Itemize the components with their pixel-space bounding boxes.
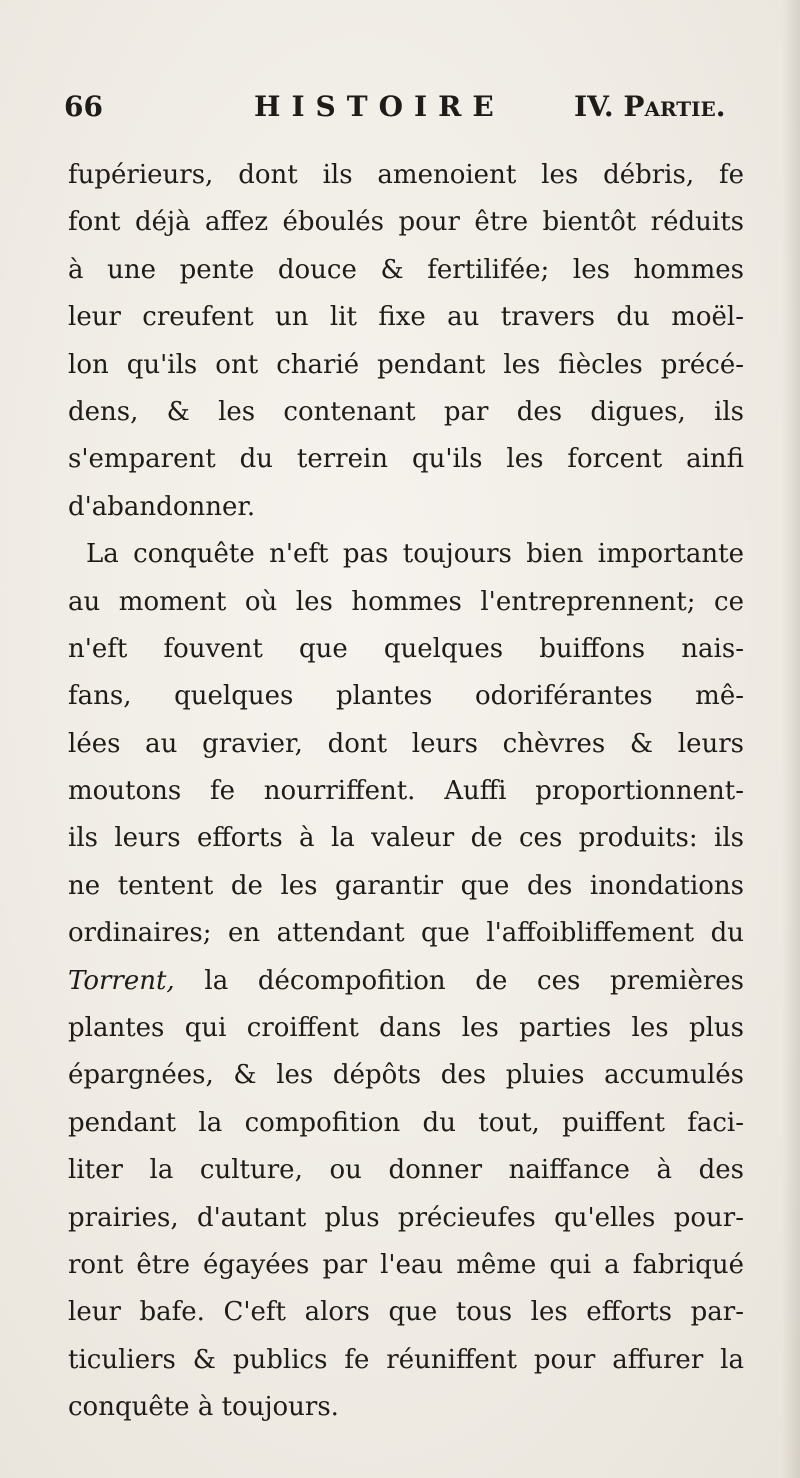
text-line-rest: la décompofition de ces premières bbox=[204, 965, 744, 996]
page-number: 66 bbox=[64, 90, 103, 123]
text-line: conquête à toujours. bbox=[68, 1392, 339, 1423]
text-line-with-italic bbox=[68, 958, 744, 1005]
text-line: dens, & les contenant par des digues, ils bbox=[68, 396, 744, 427]
text-line: prairies, d'autant plus précieufes qu'elles pour- bbox=[68, 1202, 744, 1233]
body-text bbox=[68, 152, 744, 1432]
page-edge-shadow bbox=[782, 0, 800, 1478]
running-title: HISTOIRE bbox=[254, 90, 505, 123]
text-line: à une pente douce & fertilifée; les hommes bbox=[68, 254, 744, 285]
text-line: d'abandonner. bbox=[68, 491, 256, 522]
text-line: épargnées, & les dépôts des pluies accumulés bbox=[68, 1060, 744, 1091]
text-line: plantes qui croiffent dans les parties les plus bbox=[68, 1013, 744, 1044]
paragraph-start-line: La conquête n'eft pas toujours bien importante bbox=[86, 539, 744, 570]
text-line: pendant la compofition du tout, puiffent faci- bbox=[68, 1107, 744, 1138]
text-line: ils leurs efforts à la valeur de ces produits: ils bbox=[68, 823, 744, 854]
italic-word: Torrent, bbox=[68, 965, 175, 996]
text-line: liter la culture, ou donner naiffance à des bbox=[68, 1155, 744, 1186]
text-line: lon qu'ils ont charié pendant les fiècles précé- bbox=[68, 349, 744, 380]
text-line: leur bafe. C'eft alors que tous les efforts par- bbox=[68, 1297, 744, 1328]
text-line: au moment où les hommes l'entreprennent; ce bbox=[68, 586, 744, 617]
text-line: ne tentent de les garantir que des inondations bbox=[68, 870, 744, 901]
running-header bbox=[64, 90, 754, 130]
text-line: n'eft fouvent que quelques buiffons nais- bbox=[68, 633, 744, 664]
text-line: moutons fe nourriffent. Auffi proportionnent- bbox=[68, 776, 744, 807]
text-line: font déjà affez éboulés pour être bientôt réduits bbox=[68, 207, 744, 238]
text-line: ront être égayées par l'eau même qui a fabriqué bbox=[68, 1249, 744, 1280]
text-line: fupérieurs, dont ils amenoient les débris, fe bbox=[68, 160, 744, 190]
part-label: IV. Partie. bbox=[574, 90, 726, 123]
text-line: leur creufent un lit fixe au travers du moël- bbox=[68, 302, 744, 333]
text-line: fans, quelques plantes odoriférantes mê- bbox=[68, 681, 744, 712]
text-line: ticuliers & publics fe réuniffent pour affurer la bbox=[68, 1344, 744, 1375]
text-line: s'emparent du terrein qu'ils les forcent ainfi bbox=[68, 444, 744, 475]
text-line: lées au gravier, dont leurs chèvres & leurs bbox=[68, 728, 744, 759]
text-line: ordinaires; en attendant que l'affoibliffement du bbox=[68, 918, 744, 949]
